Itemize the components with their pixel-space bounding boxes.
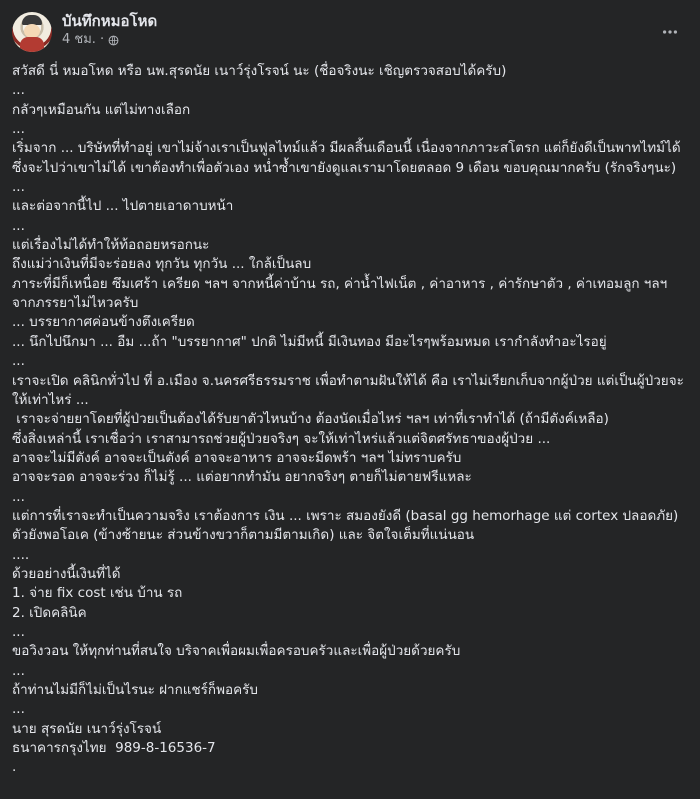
post-text-line: อาจจะรอด อาจจะร่วง ก็ไม่รู้ ... แต่อยากทำมัน อยากจริงๆ ตายก็ไม่ตายฟรีแหละ — [12, 469, 472, 486]
post-timestamp[interactable]: 4 ชม. — [62, 32, 96, 47]
post-text — [0, 56, 700, 778]
post-text-line: ... — [12, 662, 25, 679]
post-text-line: เริ่มจาก ... บริษัทที่ทำอยู่ เขาไม่จ้างเราเป็นฟูลไทม์แล้ว มีผลสิ้นเดือนนี้ เนื่องจากภาวะสโตรก แต่ก็ยังดีเป็นพาทไทม์ได้ ซึ่งจะไปว่าเขาไม่ได้ เขาต้องทำเพื่อตัวเอง หน่ำซ้ำเขายังดูแลเรามาโดยตลอด 9 เดือน ขอบคุณมากครับ (รักจริงๆนะ) — [12, 140, 685, 176]
post-text-line: ... — [12, 217, 25, 234]
post-text-line: ... — [12, 488, 25, 505]
meta-separator: · — [99, 32, 105, 47]
page-name-link[interactable]: บันทึกหมอโหด — [62, 12, 158, 30]
post-text-line: แต่การที่เราจะทำเป็นความจริง เราต้องการ เงิน ... เพราะ สมองยังดี (basal gg hemorhage แต่ cortex ปลอดภัย) ตัวยังพอโอเค (ข้างซ้ายนะ ส่วนข้างขวาก็ตามมีตามเกิด) และ จิตใจเต็มที่แน่นอน — [12, 507, 683, 544]
avatar-body — [20, 37, 44, 52]
globe-icon[interactable] — [108, 35, 119, 46]
post-text-line: ... — [12, 121, 25, 138]
post-text-line: นาย สุรดนัย เนาว์รุ่งโรจน์ — [12, 720, 162, 737]
post-header — [12, 8, 688, 56]
post-text-line: ... บรรยากาศค่อนข้างตึงเครียด — [12, 314, 195, 331]
post-text-line: ถึงแม่ว่าเงินที่มีจะร่อยลง ทุกวัน ทุกวัน ... ใกล้เป็นลบ — [12, 256, 312, 273]
post-text-line: อาจจะไม่มีตังค์ อาจจะเป็นตังค์ อาจจะอาหาร อาจจะมีดพร้า ฯลฯ ไม่ทราบครับ — [12, 449, 462, 466]
post-text-line: ... — [12, 353, 25, 370]
avatar-face — [24, 24, 40, 38]
post-text-line: สวัสดี นี่ หมอโหด หรือ นพ.สุรดนัย เนาว์รุ่งโรจน์ นะ (ชื่อจริงนะ เชิญตรวจสอบได้ครับ) — [12, 63, 507, 79]
post-text-line: ... นึกไปนึกมา ... อืม ...ถ้า "บรรยากาศ" ปกติ ไม่มีหนี้ มีเงินทอง มีอะไรๆพร้อมหมด เรากำลังทำอะไรอยู่ — [12, 333, 607, 350]
more-horizontal-icon — [661, 23, 679, 41]
post-text-line: ภาระที่มีก็เหนื่อย ซึมเศร้า เครียด ฯลฯ จากหนี้ค่าบ้าน รถ, ค่าน้ำไฟเน็ต , ค่าอาหาร , ค่ารักษาตัว , ค่าเทอมลูก ฯลฯ จากภรรยาไม่ไหวครับ — [12, 275, 672, 312]
post-text-line: ถ้าท่านไม่มีก็ไม่เป็นไรนะ ฝากแชร์ก็พอครับ — [12, 682, 258, 698]
post-text-line: ด้วยอย่างนี้เงินที่ได้ — [12, 565, 121, 582]
post-text-line: ธนาคารกรุงไทย 989-8-16536-7 — [12, 740, 216, 757]
post-text-line: .... — [12, 546, 30, 563]
post-text-line: แต่เรื่องไม่ได้ทำให้ท้อถอยหรอกนะ — [12, 237, 210, 254]
post-text-line: ... — [12, 623, 25, 640]
post-meta — [62, 32, 157, 48]
post-text-line: กลัวๆเหมือนกัน แต่ไม่ทางเลือก — [12, 101, 191, 118]
post-text-line: ซึ่งสิ่งเหล่านี้ เราเชื่อว่า เราสามารถช่วยผู้ป่วยจริงๆ จะให้เท่าไหร่แล้วแต่จิตศรัทธาของผู้ป่วย ... — [12, 430, 551, 447]
post-text-line: ... — [12, 82, 25, 99]
post-text-line: . — [12, 759, 17, 776]
post-text-line: และต่อจากนี้ไป ... ไปตายเอาดาบหน้า — [12, 198, 234, 215]
post-text-line: เราจะเปิด คลินิกทั่วไป ที่ อ.เมือง จ.นครศรีธรรมราช เพื่อทำตามฝันให้ได้ คือ เราไม่เรียกเก็บจากผู้ป่วย แต่เป็นผู้ป่วยจะให้เท่าไหร่ ... — [12, 372, 684, 408]
post-text-line: 2. เปิดคลินิค — [12, 604, 87, 621]
more-options-button[interactable] — [656, 18, 684, 46]
post-text-line: ... — [12, 701, 25, 718]
post-text-line: เราจะจ่ายยาโดยที่ผู้ป่วยเป็นต้องได้รับยาตัวไหนบ้าง ต้องนัดเมื่อไหร่ ฯลฯ เท่าที่เราทำได้ (ถ้ามีตังค์เหลือ) — [12, 411, 609, 428]
post-text-line: ขอวิงวอน ให้ทุกท่านที่สนใจ บริจาคเพื่อผมเพื่อครอบครัวและเพื่อผู้ป่วยด้วยครับ — [12, 643, 461, 660]
post-text-line: ... — [12, 179, 25, 196]
post-text-line: 1. จ่าย fix cost เช่น บ้าน รถ — [12, 585, 183, 602]
page-avatar[interactable] — [12, 12, 52, 52]
post-title-block — [62, 11, 157, 48]
